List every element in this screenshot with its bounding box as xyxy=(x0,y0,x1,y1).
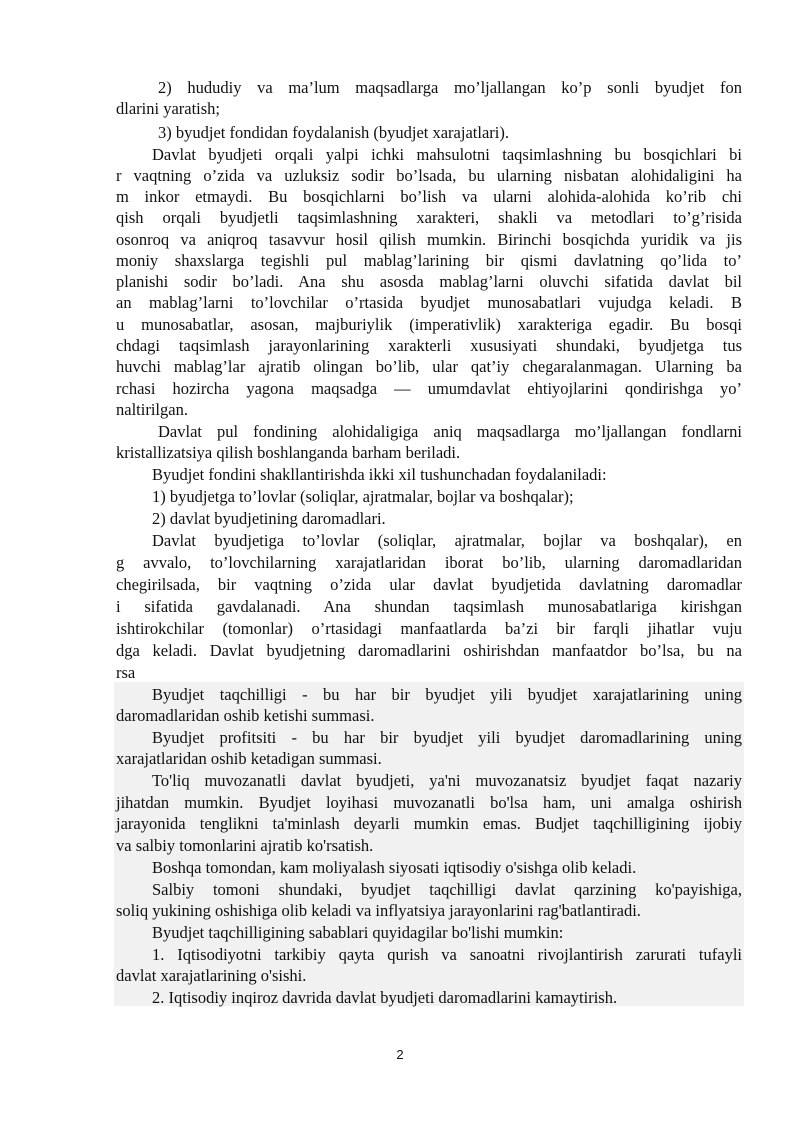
text-line: Salbiy tomoni shundaki, byudjet taqchilligi davlat qarzining ko'payishiga, xyxy=(152,880,742,899)
list-item: 2) davlat byudjetining daromadlari. xyxy=(152,509,386,528)
text-line: Byudjet taqchilligining sabablari quyidagilar bo'lishi mumkin: xyxy=(152,923,564,942)
text-line: chdagi taqsimlash jarayonlarining xarakterli xususiyati shundaki, byudjetga tus xyxy=(116,336,742,355)
text-line: Davlat byudjeti orqali yalpi ichki mahsulotni taqsimlashning bu bosqichlari bi xyxy=(152,145,742,164)
list-item: 2. Iqtisodiy inqiroz davrida davlat byudjeti daromadlarini kamaytirish. xyxy=(152,988,618,1007)
text-line: Byudjet taqchilligi - bu har bir byudjet yili byudjet xarajatlarining uning xyxy=(152,685,742,704)
text-line: jarayonida tenglikni ta'minlash deyarli mumkin emas. Budjet taqchilligining ijobiy xyxy=(116,814,742,833)
page-number: 2 xyxy=(396,1047,404,1062)
text-line: 2) hududiy va ma’lum maqsadlarga mo’ljallangan ko’p sonli byudjet fon xyxy=(158,78,742,97)
text-line: kristallizatsiya qilish boshlanganda barham beriladi. xyxy=(116,443,461,462)
text-line: chegirilsada, bir vaqtning o’zida ular davlat byudjetida davlatning daromadlar xyxy=(116,575,742,594)
text-line: dga keladi. Davlat byudjetning daromadlarini oshirishdan manfaatdor bo’lsa, bu na xyxy=(116,641,742,660)
text-line: Byudjet fondini shakllantirishda ikki xil tushunchadan foydalaniladi: xyxy=(152,465,607,484)
text-line: m inkor etmaydi. Bu bosqichlarni bo’lish va ularni alohida-alohida ko’rib chi xyxy=(116,187,742,206)
text-line: Boshqa tomondan, kam moliyalash siyosati iqtisodiy o'sishga olib keladi. xyxy=(152,858,637,877)
text-line: Davlat pul fondining alohidaligiga aniq maqsadlarga mo’ljallangan fondlarni xyxy=(158,422,742,441)
text-line: huvchi mablag’lar ajratib olingan bo’lib, ular qat’iy chegaralanmagan. Ularning ba xyxy=(116,357,742,376)
text-line: Byudjet profitsiti - bu har bir byudjet yili byudjet daromadlarining uning xyxy=(152,728,742,747)
list-item: 1. Iqtisodiyotni tarkibiy qayta qurish va sanoatni rivojlantirish zarurati tufayli xyxy=(152,945,742,964)
text-line: an mablag’larni to’lovchilar o’rtasida byudjet munosabatlari vujudga keladi. B xyxy=(116,293,742,312)
text-line: rchasi hozircha yagona maqsadga — umumdavlat ehtiyojlarini qondirishga yo’ xyxy=(116,379,742,398)
text-line: u munosabatlar, asosan, majburiylik (imperativlik) xarakteriga egadir. Bu bosqi xyxy=(116,315,742,334)
text-line: dlarini yaratish; xyxy=(116,99,221,118)
text-line: g avvalo, to’lovchilarning xarajatlaridan iborat bo’lib, ularning daromadlaridan xyxy=(116,553,742,572)
text-line: rsa xyxy=(116,663,136,682)
text-line: naltirilgan. xyxy=(116,400,188,419)
text-line: jihatdan mumkin. Byudjet loyihasi muvozanatli bo'lsa ham, uni amalga oshirish xyxy=(116,793,742,812)
text-line: xarajatlaridan oshib ketadigan summasi. xyxy=(116,749,382,768)
text-line: daromadlaridan oshib ketishi summasi. xyxy=(116,706,375,725)
text-line: soliq yukining oshishiga olib keladi va inflyatsiya jarayonlarini rag'batlantiradi. xyxy=(116,901,641,920)
text-line: davlat xarajatlarining o'sishi. xyxy=(116,966,307,985)
list-item: 1) byudjetga to’lovlar (soliqlar, ajratmalar, bojlar va boshqalar); xyxy=(152,487,574,506)
text-line: i sifatida gavdalanadi. Ana shundan taqsimlash munosabatlariga kirishgan xyxy=(116,597,742,616)
text-line: moniy shaxslarga tegishli pul mablag’larining bir qismi davlatning qo’lida to’ xyxy=(116,251,742,270)
text-line: va salbiy tomonlarini ajratib ko'rsatish. xyxy=(116,836,374,855)
text-line: 3) byudjet fondidan foydalanish (byudjet xarajatlari). xyxy=(158,123,509,142)
text-line: To'liq muvozanatli davlat byudjeti, ya'ni muvozanatsiz byudjet faqat nazariy xyxy=(152,771,742,790)
text-line: planishi sodir bo’ladi. Ana shu asosda mablag’larni oluvchi sifatida davlat bil xyxy=(116,272,742,291)
text-line: r vaqtning o’zida va uzluksiz sodir bo’lsada, bu ularning nisbatan alohidaligini ha xyxy=(116,166,742,185)
text-line: Davlat byudjetiga to’lovlar (soliqlar, ajratmalar, bojlar va boshqalar), en xyxy=(152,531,742,550)
text-line: qish orqali byudjetli taqsimlashning xarakteri, shakli va metodlari to’g’risida xyxy=(116,208,742,227)
text-line: ishtirokchilar (tomonlar) o’rtasidagi manfaatlarda ba’zi bir farqli jihatlar vuju xyxy=(116,619,742,638)
text-line: osonroq va aniqroq tasavvur hosil qilish mumkin. Birinchi bosqichda yuridik va jis xyxy=(116,230,742,249)
